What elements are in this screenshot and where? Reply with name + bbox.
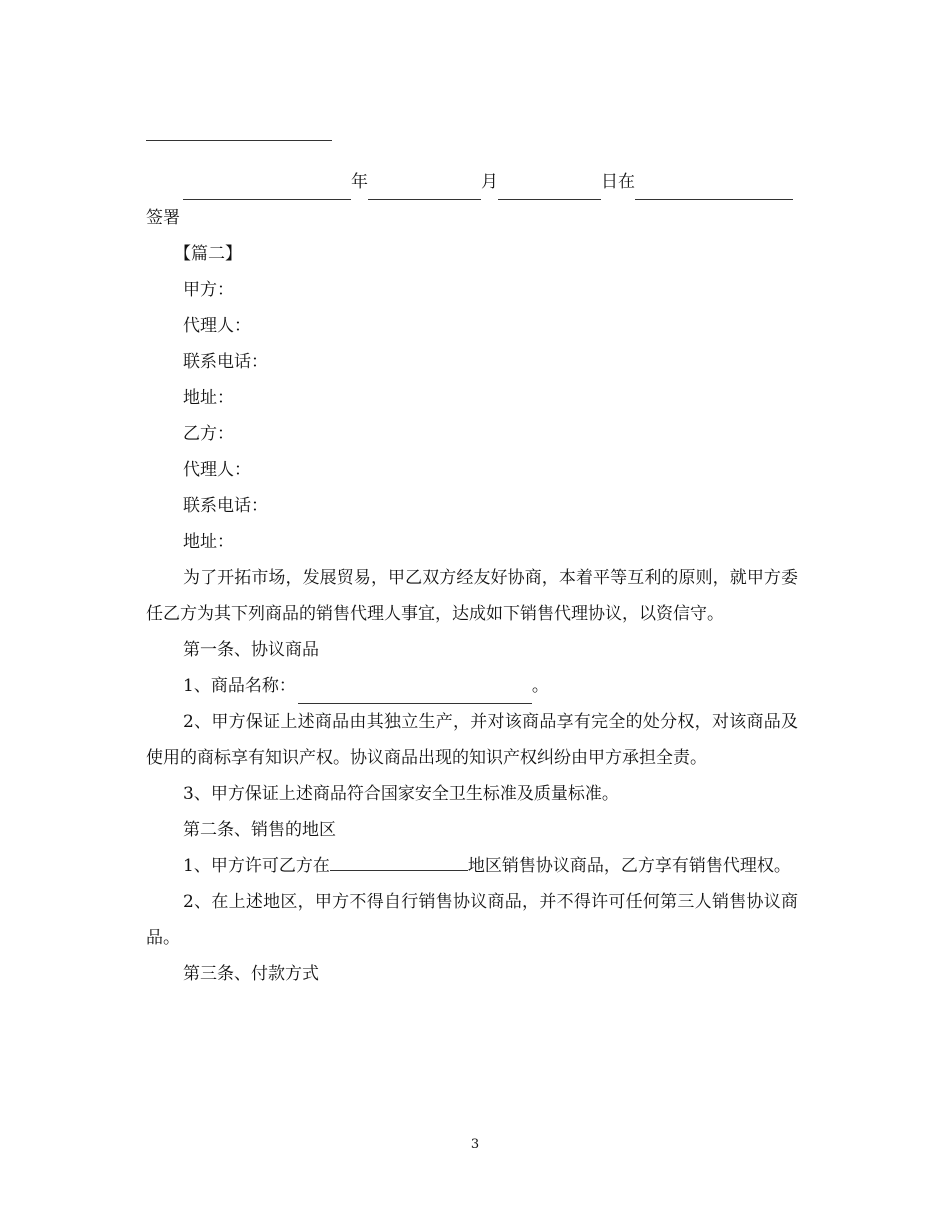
party-b-phone: 联系电话： [183,496,268,516]
article-3-title: 第三条、付款方式 [183,964,319,984]
party-b-address: 地址： [183,532,234,552]
product-name-label: 1、商品名称： [183,676,296,696]
month-label: 月 [481,172,498,192]
article-1-item-1 [146,668,798,704]
year-label: 年 [351,172,368,192]
party-a-agent: 代理人： [183,316,251,336]
party-b-agent: 代理人： [183,460,251,480]
area-prefix: 1、甲方许可乙方在 [183,856,330,876]
blank-line [635,177,793,200]
day-at-label: 日在 [601,172,635,192]
blank-line [368,177,481,200]
party-a-address: 地址： [183,388,234,408]
blank-line [183,177,351,200]
blank-line [498,177,601,200]
party-a-label: 甲方： [183,280,234,300]
page-number: 3 [470,1137,480,1152]
article-1-title: 第一条、协议商品 [183,640,319,660]
blank-line [146,120,332,141]
article-2-title: 第二条、销售的地区 [183,820,336,840]
article-2-item-1 [146,848,798,884]
product-name-blank [298,681,532,704]
area-blank [330,848,468,871]
section-title: 【篇二】 [174,244,242,264]
party-b-label: 乙方： [183,424,234,444]
period: 。 [531,676,549,696]
article-2-item-2: 2、在上述地区，甲方不得自行销售协议商品，并不得许可任何第三人销售协议商品。 [146,892,798,948]
area-suffix: 地区销售协议商品，乙方享有销售代理权。 [467,856,791,876]
signed-label: 签署 [146,208,180,228]
article-1-item-3: 3、甲方保证上述商品符合国家安全卫生标准及质量标准。 [183,784,619,804]
document-body [146,120,798,992]
party-a-phone: 联系电话： [183,352,268,372]
article-1-item-2: 2、甲方保证上述商品由其独立生产，并对该商品享有完全的处分权，对该商品及使用的商标享有知识产权。协议商品出现的知识产权纠纷由甲方承担全责。 [146,712,798,768]
signature-date-row [146,164,798,200]
intro-paragraph: 为了开拓市场，发展贸易，甲乙双方经友好协商，本着平等互利的原则，就甲方委任乙方为其下列商品的销售代理人事宜，达成如下销售代理协议，以资信守。 [146,568,798,624]
signature-blank-top [146,120,798,164]
